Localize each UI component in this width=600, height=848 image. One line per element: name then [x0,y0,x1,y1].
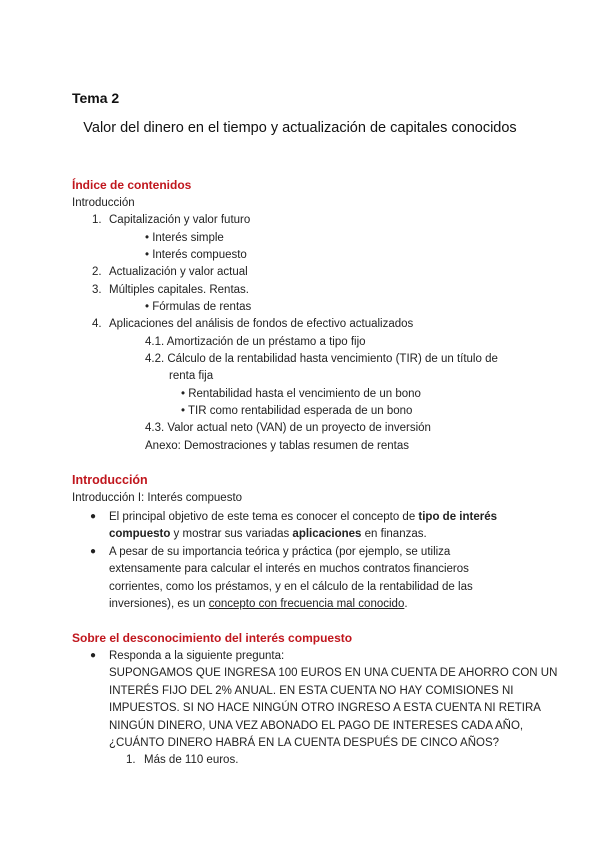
intro-bullet-2-line2: extensamente para calcular el interés en muchos contratos financieros [109,563,469,575]
index-item-2: Actualización y valor actual [109,266,248,278]
index-sub-compuesto: • Interés compuesto [145,249,247,261]
bullet-dot: ● [90,511,97,522]
intro-heading: Introducción [72,473,148,487]
index-num-2: 2. [92,266,102,278]
intro-bullet-2-line1: A pesar de su importancia teórica y práctica (por ejemplo, se utiliza [109,546,451,558]
bullet-dot: ● [90,650,97,661]
index-intro: Introducción [72,197,135,209]
index-num-3: 3. [92,284,102,296]
index-sub-tir: • TIR como rentabilidad esperada de un bono [181,405,413,417]
index-sub-rentas: • Fórmulas de rentas [145,301,252,313]
intro-bullet-1-line1: El principal objetivo de este tema es conocer el concepto de tipo de interés [109,511,498,523]
intro-subheading: Introducción I: Interés compuesto [72,492,243,504]
page-title: Valor del dinero en el tiempo y actualización de capitales conocidos [83,120,517,136]
intro-bullet-2-line3: corrientes, como los préstamos, y en el cálculo de la rentabilidad de las [109,581,473,593]
answer-option-1: Más de 110 euros. [144,754,239,766]
index-sub-bono: • Rentabilidad hasta el vencimiento de un bono [181,388,421,400]
question-line-3: IMPUESTOS. SI NO HACE NINGÚN OTRO INGRESO A ESTA CUENTA NI RETIRA [109,702,541,714]
index-sub-simple: • Interés simple [145,232,224,244]
index-sub-4-3: 4.3. Valor actual neto (VAN) de un proyecto de inversión [145,422,431,434]
question-line-4: NINGÚN DINERO, UNA VEZ ABONADO EL PAGO DE INTERESES CADA AÑO, [109,720,524,732]
bullet-dot: ● [90,546,97,557]
question-line-1: SUPONGAMOS QUE INGRESA 100 EUROS EN UNA CUENTA DE AHORRO CON UN [109,667,558,679]
index-sub-4-1: 4.1. Amortización de un préstamo a tipo fijo [145,336,366,348]
intro-bullet-2-line4: inversiones), es un concepto con frecuencia mal conocido. [109,598,408,610]
answer-num: 1. [126,754,136,766]
index-num-4: 4. [92,318,102,330]
topic-label: Tema 2 [72,90,120,106]
index-heading: Índice de contenidos [72,178,192,192]
index-num-1: 1. [92,214,102,226]
index-sub-4-2-cont: renta fija [169,370,214,382]
sobre-bullet: Responda a la siguiente pregunta: [109,650,285,662]
sobre-heading: Sobre el desconocimiento del interés compuesto [72,631,353,645]
index-item-1: Capitalización y valor futuro [109,214,251,226]
question-line-5: ¿CUÁNTO DINERO HABRÁ EN LA CUENTA DESPUÉS DE CINCO AÑOS? [109,737,500,749]
question-line-2: INTERÉS FIJO DEL 2% ANUAL. EN ESTA CUENTA NO HAY COMISIONES NI [109,685,514,697]
intro-bullet-1-line2: compuesto y mostrar sus variadas aplicaciones en finanzas. [109,528,427,540]
index-sub-4-2: 4.2. Cálculo de la rentabilidad hasta vencimiento (TIR) de un título de [145,353,498,365]
index-item-3: Múltiples capitales. Rentas. [109,284,249,296]
index-anexo: Anexo: Demostraciones y tablas resumen de rentas [145,440,409,452]
index-item-4: Aplicaciones del análisis de fondos de efectivo actualizados [109,318,414,330]
